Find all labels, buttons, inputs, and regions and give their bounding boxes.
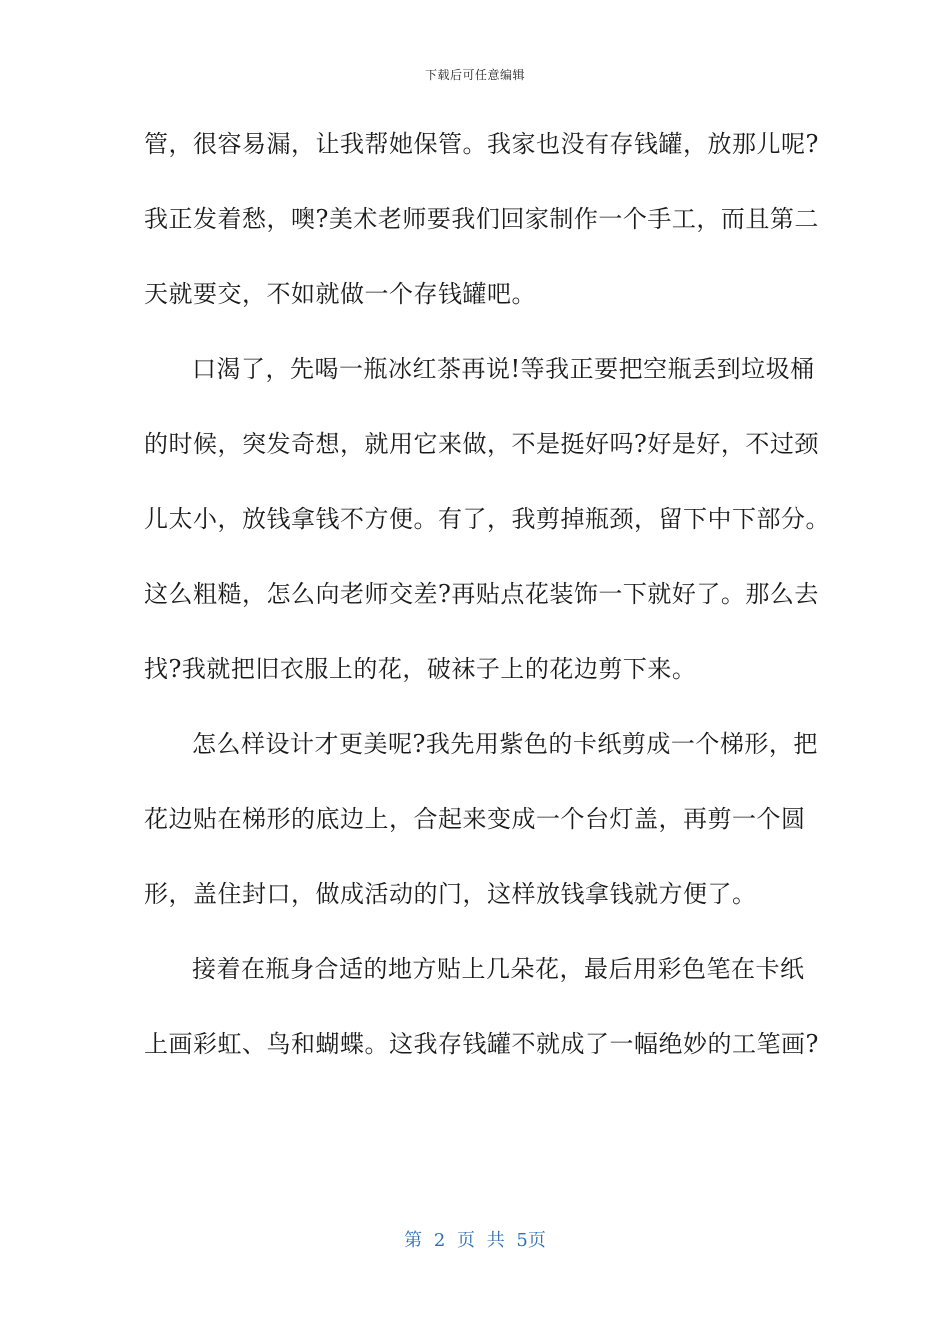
body-line: 这么粗糙，怎么向老师交差?再贴点花装饰一下就好了。那么去 — [144, 580, 819, 608]
body-line: 我正发着愁，噢?美术老师要我们回家制作一个手工，而且第二 — [144, 205, 819, 233]
body-line: 儿太小，放钱拿钱不方便。有了，我剪掉瓶颈，留下中下部分。 — [144, 505, 830, 533]
paragraph-start-line: 接着在瓶身合适的地方贴上几朵花，最后用彩色笔在卡纸 — [192, 955, 805, 983]
body-line: 管，很容易漏，让我帮她保管。我家也没有存钱罐，放那儿呢? — [144, 130, 819, 158]
page-number-footer: 第 2 页 共 5页 — [404, 1230, 546, 1251]
body-line: 上画彩虹、鸟和蝴蝶。这我存钱罐不就成了一幅绝妙的工笔画? — [144, 1030, 819, 1058]
body-line: 的时候，突发奇想，就用它来做，不是挺好吗?好是好，不过颈 — [144, 430, 819, 458]
body-line: 形，盖住封口，做成活动的门，这样放钱拿钱就方便了。 — [144, 880, 757, 908]
body-line: 花边贴在梯形的底边上，合起来变成一个台灯盖，再剪一个圆 — [144, 805, 806, 833]
paragraph-start-line: 怎么样设计才更美呢?我先用紫色的卡纸剪成一个梯形，把 — [192, 730, 818, 758]
page-header: 下载后可任意编辑 — [424, 68, 525, 82]
document-body — [144, 122, 830, 1097]
paragraph-start-line: 口渴了，先喝一瓶冰红茶再说!等我正要把空瓶丢到垃圾桶 — [192, 355, 815, 383]
body-line: 天就要交，不如就做一个存钱罐吧。 — [144, 280, 536, 308]
body-line: 找?我就把旧衣服上的花，破袜子上的花边剪下来。 — [144, 655, 697, 683]
